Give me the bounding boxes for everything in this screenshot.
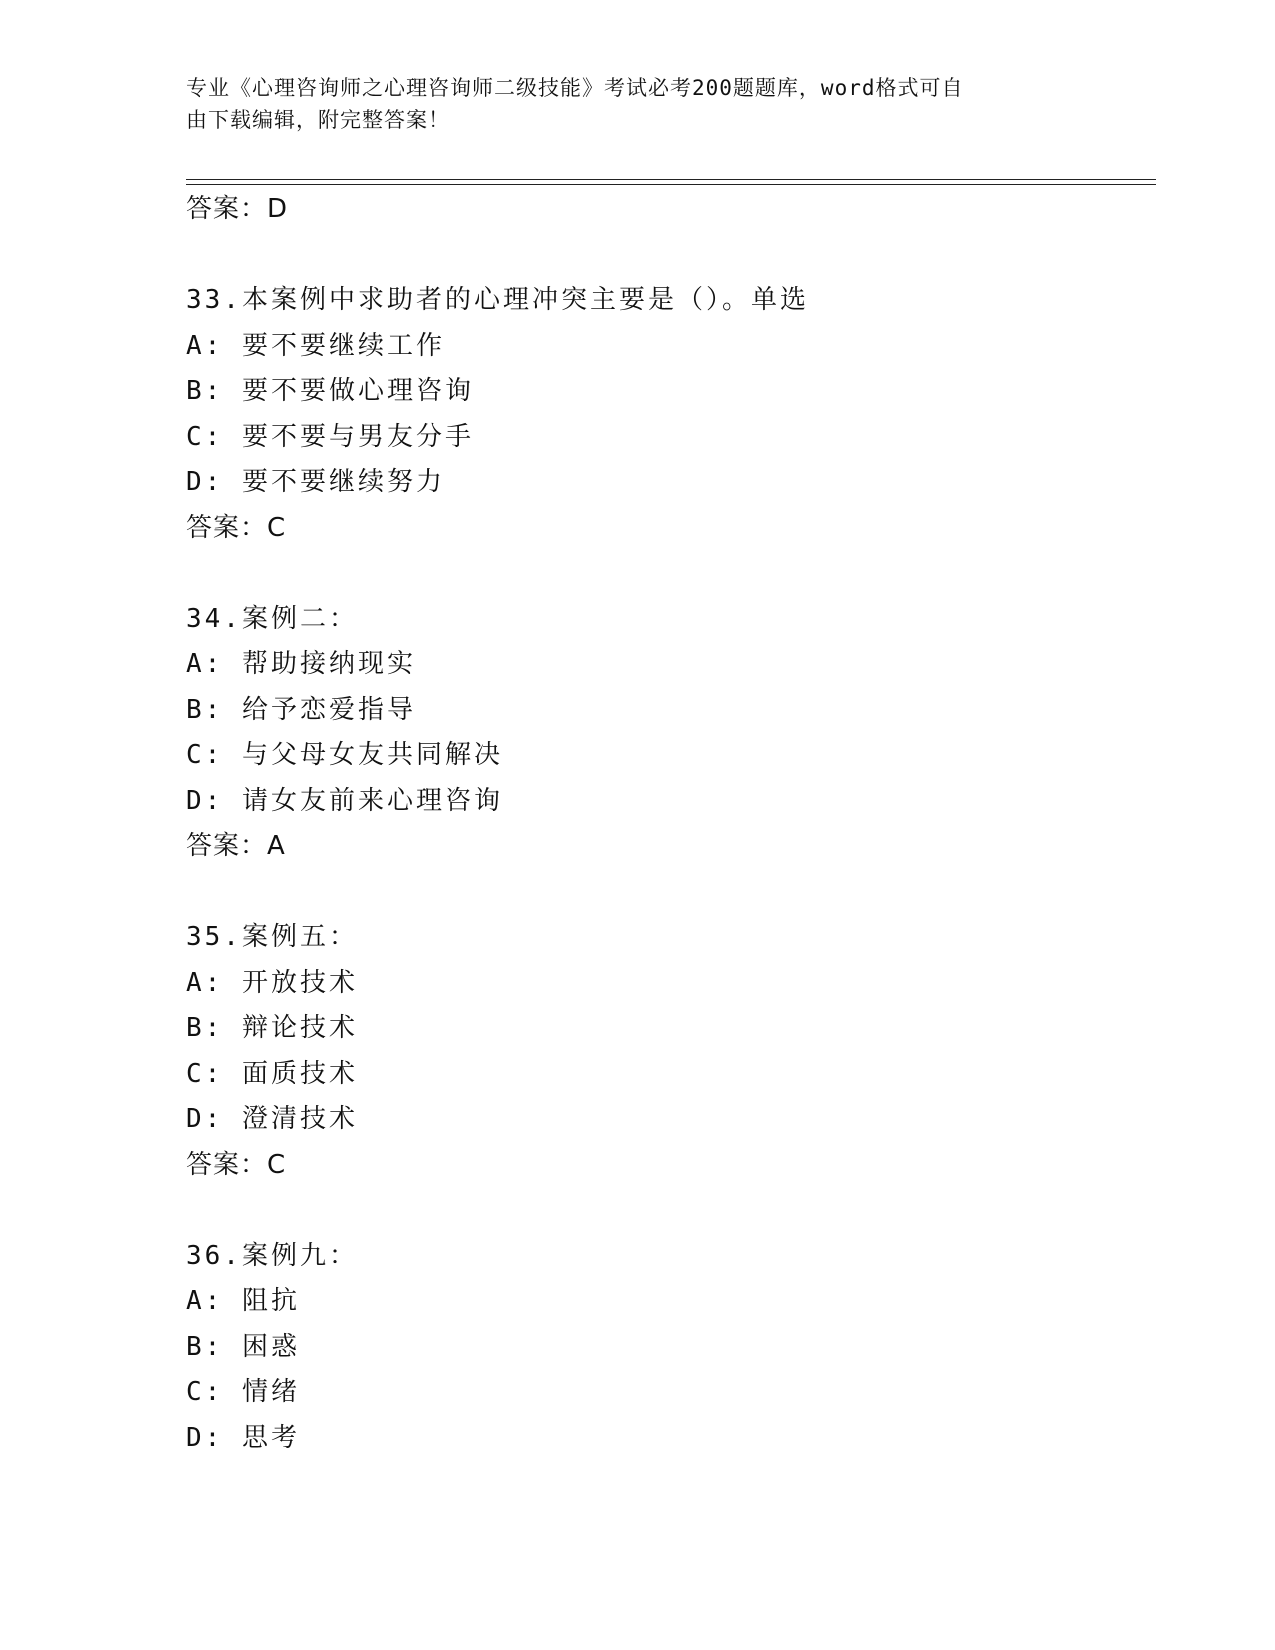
spacer (186, 551, 1156, 597)
question-33 (186, 278, 1156, 551)
question-stem: 35.案例五： (186, 922, 358, 952)
question-stem: 34.案例二： (186, 603, 358, 634)
option-b: B: 要不要做心理咨询 (186, 376, 474, 406)
header-line-1: 专业《心理咨询师之心理咨询师二级技能》考试必考200题题库，word格式可自 (186, 76, 964, 100)
option-d: D: 思考 (186, 1422, 300, 1453)
option-c: C: 面质技术 (186, 1058, 358, 1089)
question-stem: 33.本案例中求助者的心理冲突主要是（）。单选 (186, 285, 809, 315)
answer: 答案：A (186, 831, 286, 861)
question-35 (186, 915, 1156, 1188)
question-stem: 36.案例九： (186, 1240, 358, 1271)
header-divider-bottom (186, 184, 1156, 185)
option-a: A: 帮助接纳现实 (186, 649, 416, 679)
option-d: D: 请女友前来心理咨询 (186, 785, 503, 816)
question-34 (186, 597, 1156, 870)
header-line-2: 由下载编辑，附完整答案！ (186, 108, 450, 132)
option-d: D: 澄清技术 (186, 1104, 358, 1134)
option-b: B: 给予恋爱指导 (186, 694, 416, 725)
option-a: A: 要不要继续工作 (186, 330, 445, 361)
spacer (186, 233, 1156, 279)
question-list (186, 187, 1156, 1461)
question-36 (186, 1234, 1156, 1462)
option-a: A: 开放技术 (186, 967, 358, 998)
spacer (186, 1188, 1156, 1234)
answer: 答案：C (186, 512, 287, 543)
option-a: A: 阻抗 (186, 1286, 300, 1316)
header-divider-top (186, 179, 1156, 180)
answer: 答案：C (186, 1149, 287, 1180)
option-b: B: 辩论技术 (186, 1013, 358, 1043)
option-d: D: 要不要继续努力 (186, 467, 445, 497)
option-b: B: 困惑 (186, 1331, 300, 1362)
option-c: C: 要不要与男友分手 (186, 421, 474, 452)
document-header (186, 72, 1066, 136)
option-c: C: 与父母女友共同解决 (186, 740, 503, 770)
option-c: C: 情绪 (186, 1377, 300, 1407)
previous-answer: 答案：D (186, 194, 289, 224)
spacer (186, 870, 1156, 916)
